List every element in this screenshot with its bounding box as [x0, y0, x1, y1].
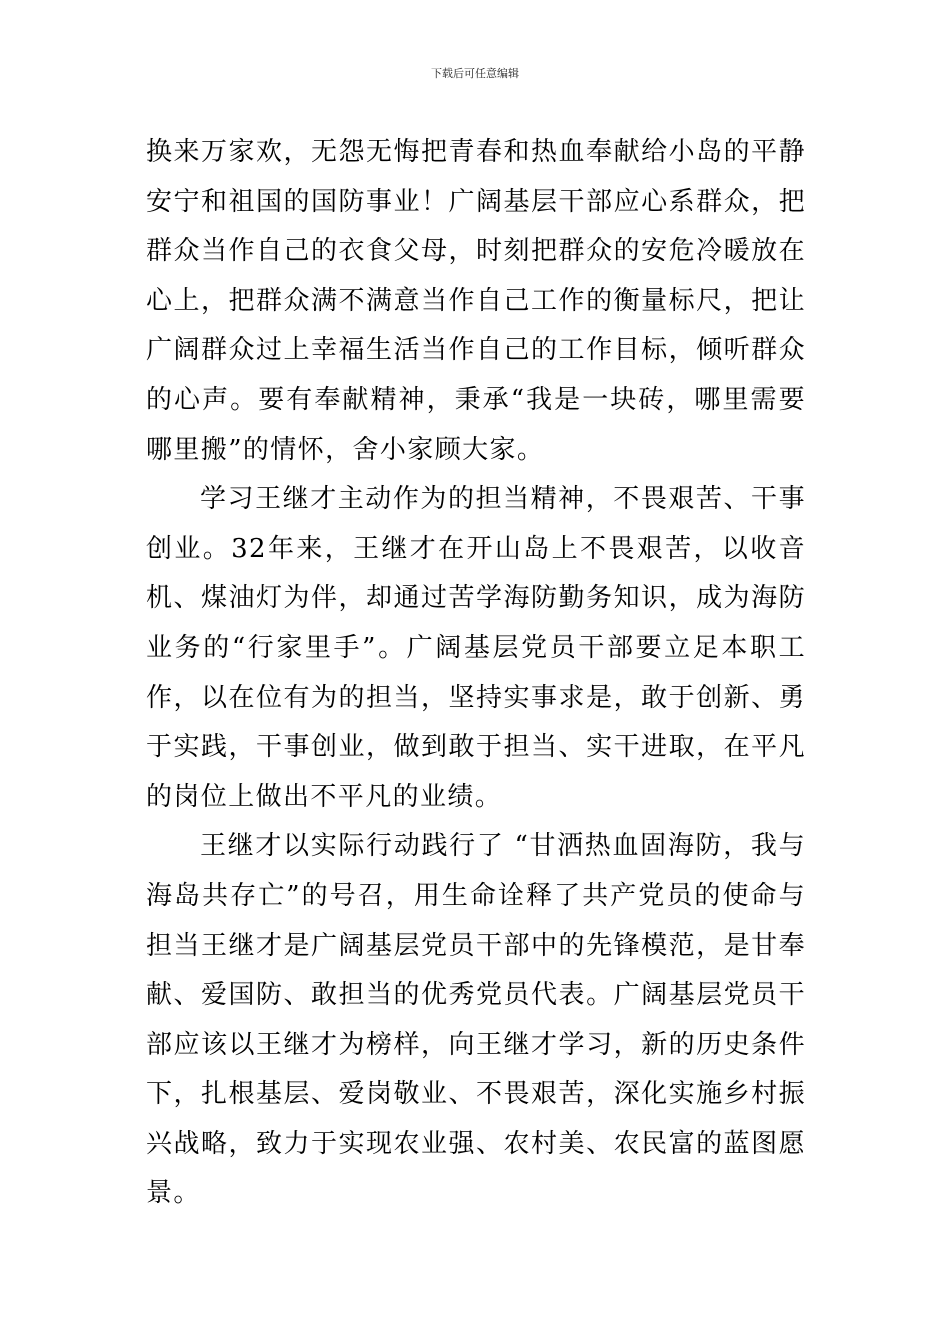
paragraph-responsibility: 学习王继才主动作为的担当精神，不畏艰苦、干事创业。32年来，王继才在开山岛上不畏艰苦，以收音机、煤油灯为伴，却通过苦学海防勤务知识，成为海防业务的“行家里手”。广阔基层党员干部要立足本职工作，以在位有为的担当，坚持实事求是，敢于创新、勇于实践，干事创业，做到敢于担当、实干进取，在平凡的岗位上做出不平凡的业绩。: [146, 484, 806, 812]
document-body: [146, 128, 806, 1219]
paragraph-continuation: 换来万家欢，无怨无悔把青春和热血奉献给小岛的平静安宁和祖国的国防事业！广阔基层干部应心系群众，把群众当作自己的衣食父母，时刻把群众的安危冷暖放在心上，把群众满不满意当作自己工作的衡量标尺，把让广阔群众过上幸福生活当作自己的工作目标，倾听群众的心声。要有奉献精神，秉承“我是一块砖，哪里需要哪里搬”的情怀，舍小家顾大家。: [146, 137, 806, 465]
page-header-note: 下载后可任意编辑: [431, 67, 519, 80]
paragraph-conclusion: 王继才以实际行动践行了 “甘洒热血固海防，我与海岛共存亡”的号召，用生命诠释了共产党员的使命与担当王继才是广阔基层党员干部中的先锋模范，是甘奉献、爱国防、敢担当的优秀党员代表。广阔基层党员干部应该以王继才为榜样，向王继才学习，新的历史条件下，扎根基层、爱岗敬业、不畏艰苦，深化实施乡村振兴战略，致力于实现农业强、农村美、农民富的蓝图愿景。: [146, 831, 806, 1209]
